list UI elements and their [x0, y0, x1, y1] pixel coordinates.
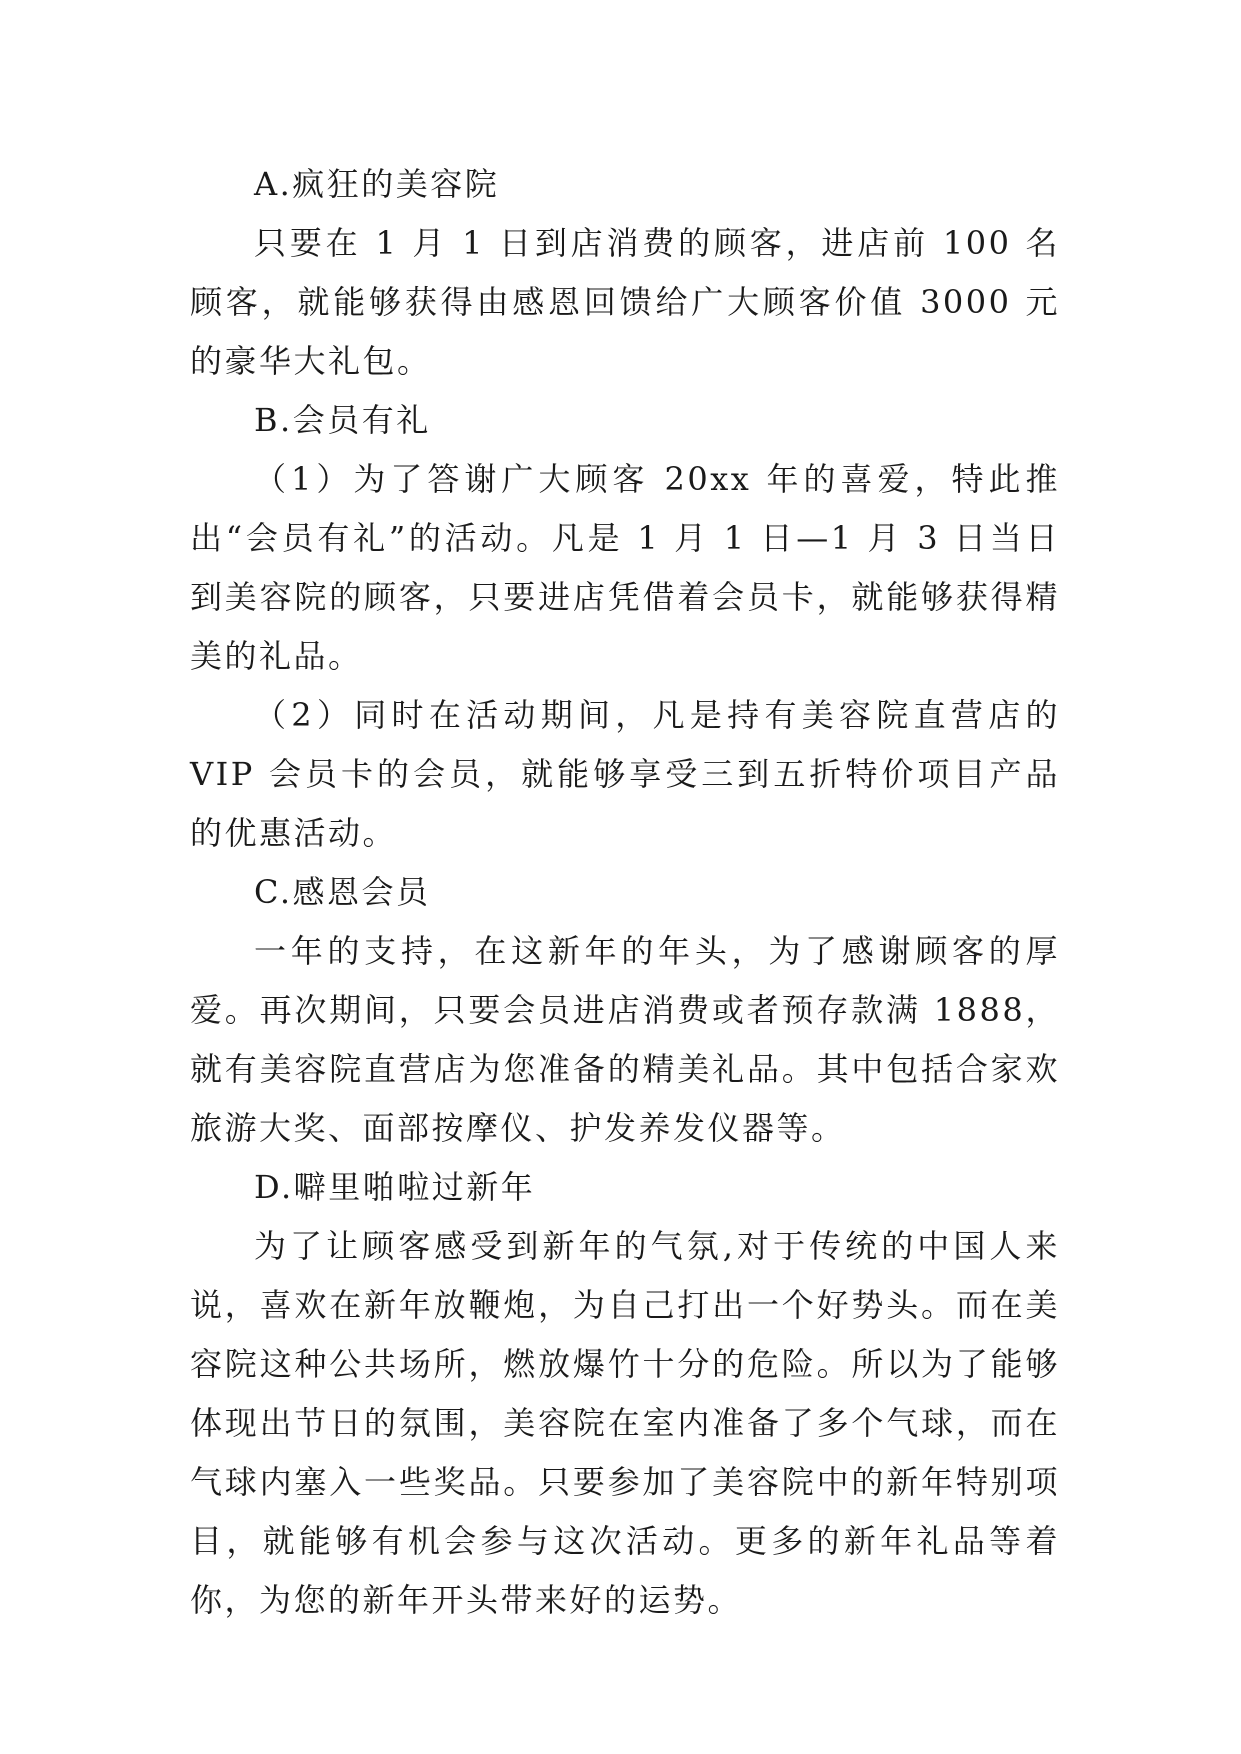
section-b-paragraph-1: （1）为了答谢广大顾客 20xx 年的喜爱，特此推出“会员有礼”的活动。凡是 1 月 1 日—1 月 3 日当日到美容院的顾客，只要进店凭借着会员卡，就能够获得精美的礼品。 — [190, 460, 1060, 675]
section-d-paragraph: 为了让顾客感受到新年的气氛,对于传统的中国人来说，喜欢在新年放鞭炮，为自己打出一个好势头。而在美容院这种公共场所，燃放爆竹十分的危险。所以为了能够体现出节日的氛围，美容院在室内准备了多个气球，而在气球内塞入一些奖品。只要参加了美容院中的新年特别项目，就能够有机会参与这次活动。更多的新年礼品等着你，为您的新年开头带来好的运势。 — [190, 1227, 1060, 1619]
section-c-paragraph: 一年的支持，在这新年的年头，为了感谢顾客的厚爱。再次期间，只要会员进店消费或者预存款满 1888，就有美容院直营店为您准备的精美礼品。其中包括合家欢旅游大奖、面部按摩仪、护发养发仪器等。 — [190, 932, 1060, 1147]
section-heading-a: A.疯狂的美容院 — [254, 165, 500, 203]
document-body — [190, 155, 1060, 1630]
section-b-paragraph-2: （2）同时在活动期间，凡是持有美容院直营店的 VIP 会员卡的会员，就能够享受三到五折特价项目产品的优惠活动。 — [190, 696, 1060, 852]
section-a-paragraph: 只要在 1 月 1 日到店消费的顾客，进店前 100 名顾客，就能够获得由感恩回馈给广大顾客价值 3000 元的豪华大礼包。 — [190, 224, 1060, 380]
section-heading-c: C.感恩会员 — [254, 873, 431, 911]
section-heading-d: D.噼里啪啦过新年 — [254, 1168, 536, 1206]
section-heading-b: B.会员有礼 — [254, 401, 431, 439]
